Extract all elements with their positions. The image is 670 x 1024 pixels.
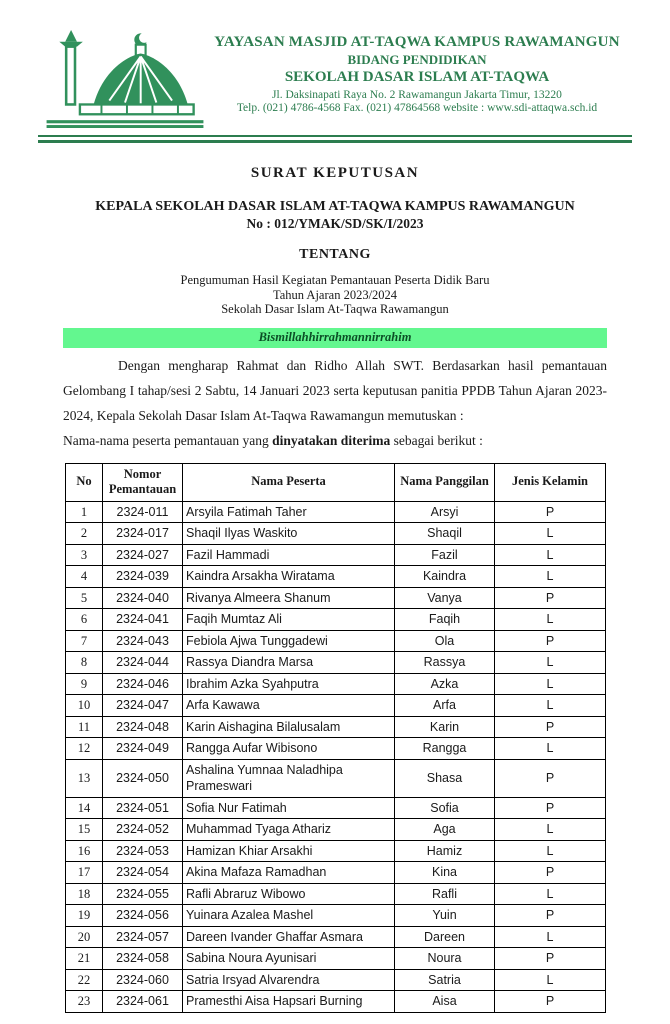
nickname: Dareen (395, 926, 495, 948)
gender: L (495, 819, 606, 841)
students-table (65, 463, 606, 1013)
gender: L (495, 673, 606, 695)
gender: P (495, 759, 606, 797)
row-number: 16 (66, 840, 103, 862)
mosque-logo-icon (46, 28, 204, 133)
table-row (66, 819, 606, 841)
row-number: 11 (66, 716, 103, 738)
row-number: 8 (66, 652, 103, 674)
registration-number: 2324-047 (103, 695, 183, 717)
registration-number: 2324-017 (103, 523, 183, 545)
row-number: 20 (66, 926, 103, 948)
row-number: 12 (66, 738, 103, 760)
nickname: Hamiz (395, 840, 495, 862)
student-name: Kaindra Arsakha Wiratama (183, 566, 395, 588)
nickname: Kaindra (395, 566, 495, 588)
gender: P (495, 501, 606, 523)
registration-number: 2324-011 (103, 501, 183, 523)
table-row (66, 759, 606, 797)
list-intro (63, 428, 607, 453)
row-number: 4 (66, 566, 103, 588)
student-name: Sabina Noura Ayunisari (183, 948, 395, 970)
school-address: Jl. Daksinapati Raya No. 2 Rawamangun Jakarta Timur, 13220 (272, 89, 562, 101)
row-number: 14 (66, 797, 103, 819)
gender: P (495, 716, 606, 738)
table-row (66, 926, 606, 948)
students-table-header (66, 463, 606, 501)
table-row (66, 716, 606, 738)
student-name: Ashalina Yumnaa Naladhipa Prameswari (183, 759, 395, 797)
table-row (66, 738, 606, 760)
school-name: SEKOLAH DASAR ISLAM AT-TAQWA (284, 69, 550, 85)
row-number: 5 (66, 587, 103, 609)
nickname: Rangga (395, 738, 495, 760)
row-number: 7 (66, 630, 103, 652)
registration-number: 2324-049 (103, 738, 183, 760)
table-row (66, 969, 606, 991)
gender: L (495, 566, 606, 588)
row-number: 10 (66, 695, 103, 717)
registration-number: 2324-058 (103, 948, 183, 970)
nickname: Sofia (395, 797, 495, 819)
nickname: Shasa (395, 759, 495, 797)
registration-number: 2324-053 (103, 840, 183, 862)
registration-number: 2324-048 (103, 716, 183, 738)
nickname: Fazil (395, 544, 495, 566)
student-name: Rangga Aufar Wibisono (183, 738, 395, 760)
list-intro-suffix: sebagai berikut : (390, 432, 483, 448)
registration-number: 2324-057 (103, 926, 183, 948)
gender: L (495, 969, 606, 991)
row-number: 9 (66, 673, 103, 695)
subject-line-2: Tahun Ajaran 2023/2024 (272, 287, 398, 302)
letterhead-text (204, 28, 630, 114)
letterhead-divider (38, 135, 632, 143)
row-number: 2 (66, 523, 103, 545)
table-row (66, 948, 606, 970)
row-number: 13 (66, 759, 103, 797)
table-row (66, 673, 606, 695)
gender: P (495, 862, 606, 884)
gender: L (495, 609, 606, 631)
gender: P (495, 948, 606, 970)
student-name: Pramesthi Aisa Hapsari Burning (183, 991, 395, 1013)
nickname: Noura (395, 948, 495, 970)
registration-number: 2324-050 (103, 759, 183, 797)
row-number: 19 (66, 905, 103, 927)
student-name: Yuinara Azalea Mashel (183, 905, 395, 927)
list-intro-accepted: dinyatakan diterima (272, 432, 391, 448)
header-nama-peserta: Nama Peserta (183, 463, 395, 501)
nickname: Aga (395, 819, 495, 841)
nickname: Ola (395, 630, 495, 652)
table-row (66, 883, 606, 905)
gender: P (495, 797, 606, 819)
row-number: 15 (66, 819, 103, 841)
header-nama-panggilan: Nama Panggilan (395, 463, 495, 501)
gender: L (495, 695, 606, 717)
table-row (66, 630, 606, 652)
nickname: Arsyi (395, 501, 495, 523)
student-name: Rassya Diandra Marsa (183, 652, 395, 674)
student-name: Fazil Hammadi (183, 544, 395, 566)
registration-number: 2324-027 (103, 544, 183, 566)
subject-line-1: Pengumuman Hasil Kegiatan Pemantauan Peserta Didik Baru (180, 273, 490, 287)
student-name: Faqih Mumtaz Ali (183, 609, 395, 631)
table-row (66, 862, 606, 884)
row-number: 6 (66, 609, 103, 631)
nickname: Rassya (395, 652, 495, 674)
table-row (66, 523, 606, 545)
table-row (66, 609, 606, 631)
table-row (66, 544, 606, 566)
gender: P (495, 587, 606, 609)
gender: L (495, 840, 606, 862)
nickname: Aisa (395, 991, 495, 1013)
row-number: 3 (66, 544, 103, 566)
registration-number: 2324-039 (103, 566, 183, 588)
row-number: 1 (66, 501, 103, 523)
header-row (66, 463, 606, 501)
gender: L (495, 523, 606, 545)
students-table-body (66, 501, 606, 1012)
subject-line-3: Sekolah Dasar Islam At-Taqwa Rawamangun (221, 302, 449, 316)
row-number: 18 (66, 883, 103, 905)
student-name: Sofia Nur Fatimah (183, 797, 395, 819)
gender: P (495, 905, 606, 927)
document-number: No : 012/YMAK/SD/SK/I/2023 (246, 216, 424, 231)
opening-paragraph: Dengan mengharap Rahmat dan Ridho Allah SWT. Berdasarkan hasil pemantauan Gelombang I tahap/sesi 2 Sabtu, 14 Januari 2023 serta keputusan panitia PPDB Tahun Ajaran 2023-2024, Kepala Sekolah Dasar Islam At-Taqwa Rawamangun memutuskan : (63, 357, 607, 423)
nickname: Karin (395, 716, 495, 738)
gender: L (495, 926, 606, 948)
student-name: Arfa Kawawa (183, 695, 395, 717)
gender: P (495, 991, 606, 1013)
gender: L (495, 883, 606, 905)
nickname: Faqih (395, 609, 495, 631)
row-number: 17 (66, 862, 103, 884)
gender: L (495, 544, 606, 566)
student-name: Hamizan Khiar Arsakhi (183, 840, 395, 862)
nickname: Azka (395, 673, 495, 695)
student-name: Rivanya Almeera Shanum (183, 587, 395, 609)
registration-number: 2324-043 (103, 630, 183, 652)
student-name: Muhammad Tyaga Athariz (183, 819, 395, 841)
nickname: Yuin (395, 905, 495, 927)
table-row (66, 905, 606, 927)
registration-number: 2324-054 (103, 862, 183, 884)
registration-number: 2324-040 (103, 587, 183, 609)
table-row (66, 587, 606, 609)
registration-number: 2324-055 (103, 883, 183, 905)
school-contact: Telp. (021) 4786-4568 Fax. (021) 47864568 website : www.sdi-attaqwa.sch.id (236, 102, 598, 114)
table-row (66, 797, 606, 819)
nickname: Rafli (395, 883, 495, 905)
registration-number: 2324-044 (103, 652, 183, 674)
registration-number: 2324-052 (103, 819, 183, 841)
table-row (66, 566, 606, 588)
student-name: Akina Mafaza Ramadhan (183, 862, 395, 884)
letterhead (0, 0, 670, 133)
student-name: Dareen Ivander Ghaffar Asmara (183, 926, 395, 948)
table-row (66, 501, 606, 523)
student-name: Rafli Abraruz Wibowo (183, 883, 395, 905)
header-no: No (66, 463, 103, 501)
gender: L (495, 652, 606, 674)
nickname: Arfa (395, 695, 495, 717)
student-name: Arsyila Fatimah Taher (183, 501, 395, 523)
row-number: 22 (66, 969, 103, 991)
gender: L (495, 738, 606, 760)
header-nomor-pemantauan: Nomor Pemantauan (103, 463, 183, 501)
about-label: TENTANG (299, 247, 371, 262)
registration-number: 2324-046 (103, 673, 183, 695)
student-name: Satria Irsyad Alvarendra (183, 969, 395, 991)
student-name: Ibrahim Azka Syahputra (183, 673, 395, 695)
header-jenis-kelamin: Jenis Kelamin (495, 463, 606, 501)
document-title: SURAT KEPUTUSAN (250, 165, 420, 181)
bismillah-banner: Bismillahhirrahmannirrahim (63, 328, 607, 348)
student-name: Febiola Ajwa Tunggadewi (183, 630, 395, 652)
table-row (66, 652, 606, 674)
list-intro-prefix: Nama-nama peserta pemantauan yang (63, 432, 273, 448)
table-row (66, 840, 606, 862)
division-name: BIDANG PENDIDIKAN (347, 52, 487, 67)
table-row (66, 695, 606, 717)
student-name: Karin Aishagina Bilalusalam (183, 716, 395, 738)
row-number: 23 (66, 991, 103, 1013)
registration-number: 2324-051 (103, 797, 183, 819)
registration-number: 2324-041 (103, 609, 183, 631)
registration-number: 2324-060 (103, 969, 183, 991)
table-row (66, 991, 606, 1013)
nickname: Kina (395, 862, 495, 884)
gender: P (495, 630, 606, 652)
row-number: 21 (66, 948, 103, 970)
foundation-name: YAYASAN MASJID AT-TAQWA KAMPUS RAWAMANGUN (214, 34, 620, 50)
nickname: Shaqil (395, 523, 495, 545)
registration-number: 2324-061 (103, 991, 183, 1013)
registration-number: 2324-056 (103, 905, 183, 927)
document-issuer: KEPALA SEKOLAH DASAR ISLAM AT-TAQWA KAMPUS RAWAMANGUN (95, 199, 575, 214)
nickname: Satria (395, 969, 495, 991)
nickname: Vanya (395, 587, 495, 609)
student-name: Shaqil Ilyas Waskito (183, 523, 395, 545)
